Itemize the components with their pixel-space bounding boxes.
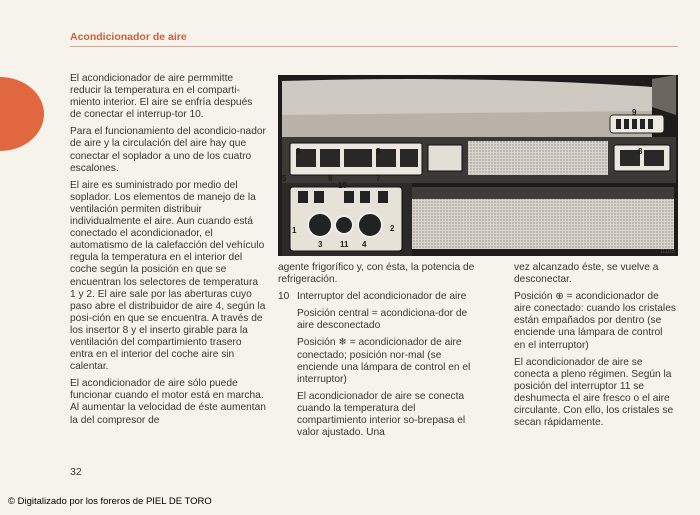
paragraph: agente frigorífico y, con ésta, la potencia de refrigeración.: [278, 262, 475, 286]
dash-texture-left: [468, 141, 608, 175]
item-number: 10: [278, 291, 290, 303]
section-tab-marker: [0, 77, 44, 151]
figure-reference-code: 111/23: [660, 249, 675, 255]
paragraph: Posición ❄ = acondicionador de aire conectado; posición nor-mal (se enciende una lámpara de control en el interruptor): [297, 337, 471, 385]
dashboard-shadow: [282, 111, 652, 137]
glovebox-edge: [412, 187, 674, 199]
paragraph: El acondicionador de aire se conecta cuando la temperatura del compartimiento interior so-brepasa el valor ajustado. Una: [297, 390, 466, 439]
item-title: Interruptor del acondicionador de aire: [297, 291, 467, 303]
temperature-knob-left: [308, 213, 332, 237]
dash-texture-lower: [412, 199, 674, 249]
title-rule: [70, 46, 678, 47]
paragraph: Para el funcionamiento del acondicio-nador de aire y la circulación del aire hay que conectar el soplador a uno de los cuatro escalones.: [70, 126, 266, 174]
dashboard-illustration: [278, 75, 678, 256]
callout-8-left: 8: [296, 147, 301, 156]
callout-8-right: 8: [638, 147, 643, 156]
list-item-10: [278, 291, 478, 303]
paragraph: Posición central = acondiciona-dor de aire desconectado: [297, 308, 468, 332]
temperature-knob-right: [358, 213, 382, 237]
paragraph: Posición ⊕ = acondicionador de aire conectado: cuando los cristales están empañados por dentro (se enciende una lámpara de control en el interruptor): [514, 291, 676, 351]
paragraph: El acondicionador de aire permmitte reducir la temperatura en el comparti-miento interior. El aire se enfría después de conectar el interrup-tor 10.: [70, 73, 253, 121]
callout-3: 3: [318, 240, 323, 249]
paragraph: El acondicionador de aire se conecta a pleno régimen. Según la posición del interruptor 11 se deshumecta el aire fresco o el aire circulante. Con ello, los cristales se secan rápidamente.: [514, 356, 674, 429]
callout-8-center: 8: [376, 147, 381, 156]
callout-9: 9: [632, 108, 637, 117]
radio-slot: [428, 145, 462, 171]
callout-2: 2: [390, 224, 395, 233]
text-column-2: [278, 262, 478, 444]
callout-6: 6: [328, 174, 333, 183]
callout-7: 7: [376, 174, 381, 183]
text-column-1: [70, 73, 266, 432]
callout-1: 1: [292, 226, 297, 235]
callout-4: 4: [362, 240, 367, 249]
callout-5: 5: [282, 174, 287, 183]
vent-right: [610, 115, 664, 133]
paragraph: El aire es suministrado por medio del soplador. Los elementos de manejo de la ventilación permiten distribuir individualmente el aire. Aun cuando está conectado el acondicionador, el automatismo de la calefacción del vehículo regula la temperatura en el interior del coche según la posición en que se encuentran los selectores de temperatura 1 y 2. El aire sale por las aberturas cuyo paso abre el distribuidor de aire 4, según la posi-ción en que se encuentra. A través de los insertor 8 y el inserto girable para la ventilación del compartimiento trasero entra en el interior del coche aire sin calentar.: [70, 179, 266, 373]
air-distribution-knob: [335, 216, 353, 234]
credit-line: © Digitalizado por los foreros de PIEL DE TORO: [8, 496, 212, 507]
paragraph: vez alcanzado éste, se vuelve a desconectar.: [514, 262, 659, 286]
callout-11: 11: [340, 240, 349, 249]
callout-10: 10: [338, 181, 347, 190]
paragraph: El acondicionador de aire sólo puede funcionar cuando el motor está en marcha. Al aumentar la velocidad de éste aumentan la del compresor de: [70, 378, 266, 426]
page-number: 32: [70, 466, 82, 478]
text-column-3: [514, 262, 676, 434]
page-title: Acondicionador de aire: [70, 31, 187, 43]
